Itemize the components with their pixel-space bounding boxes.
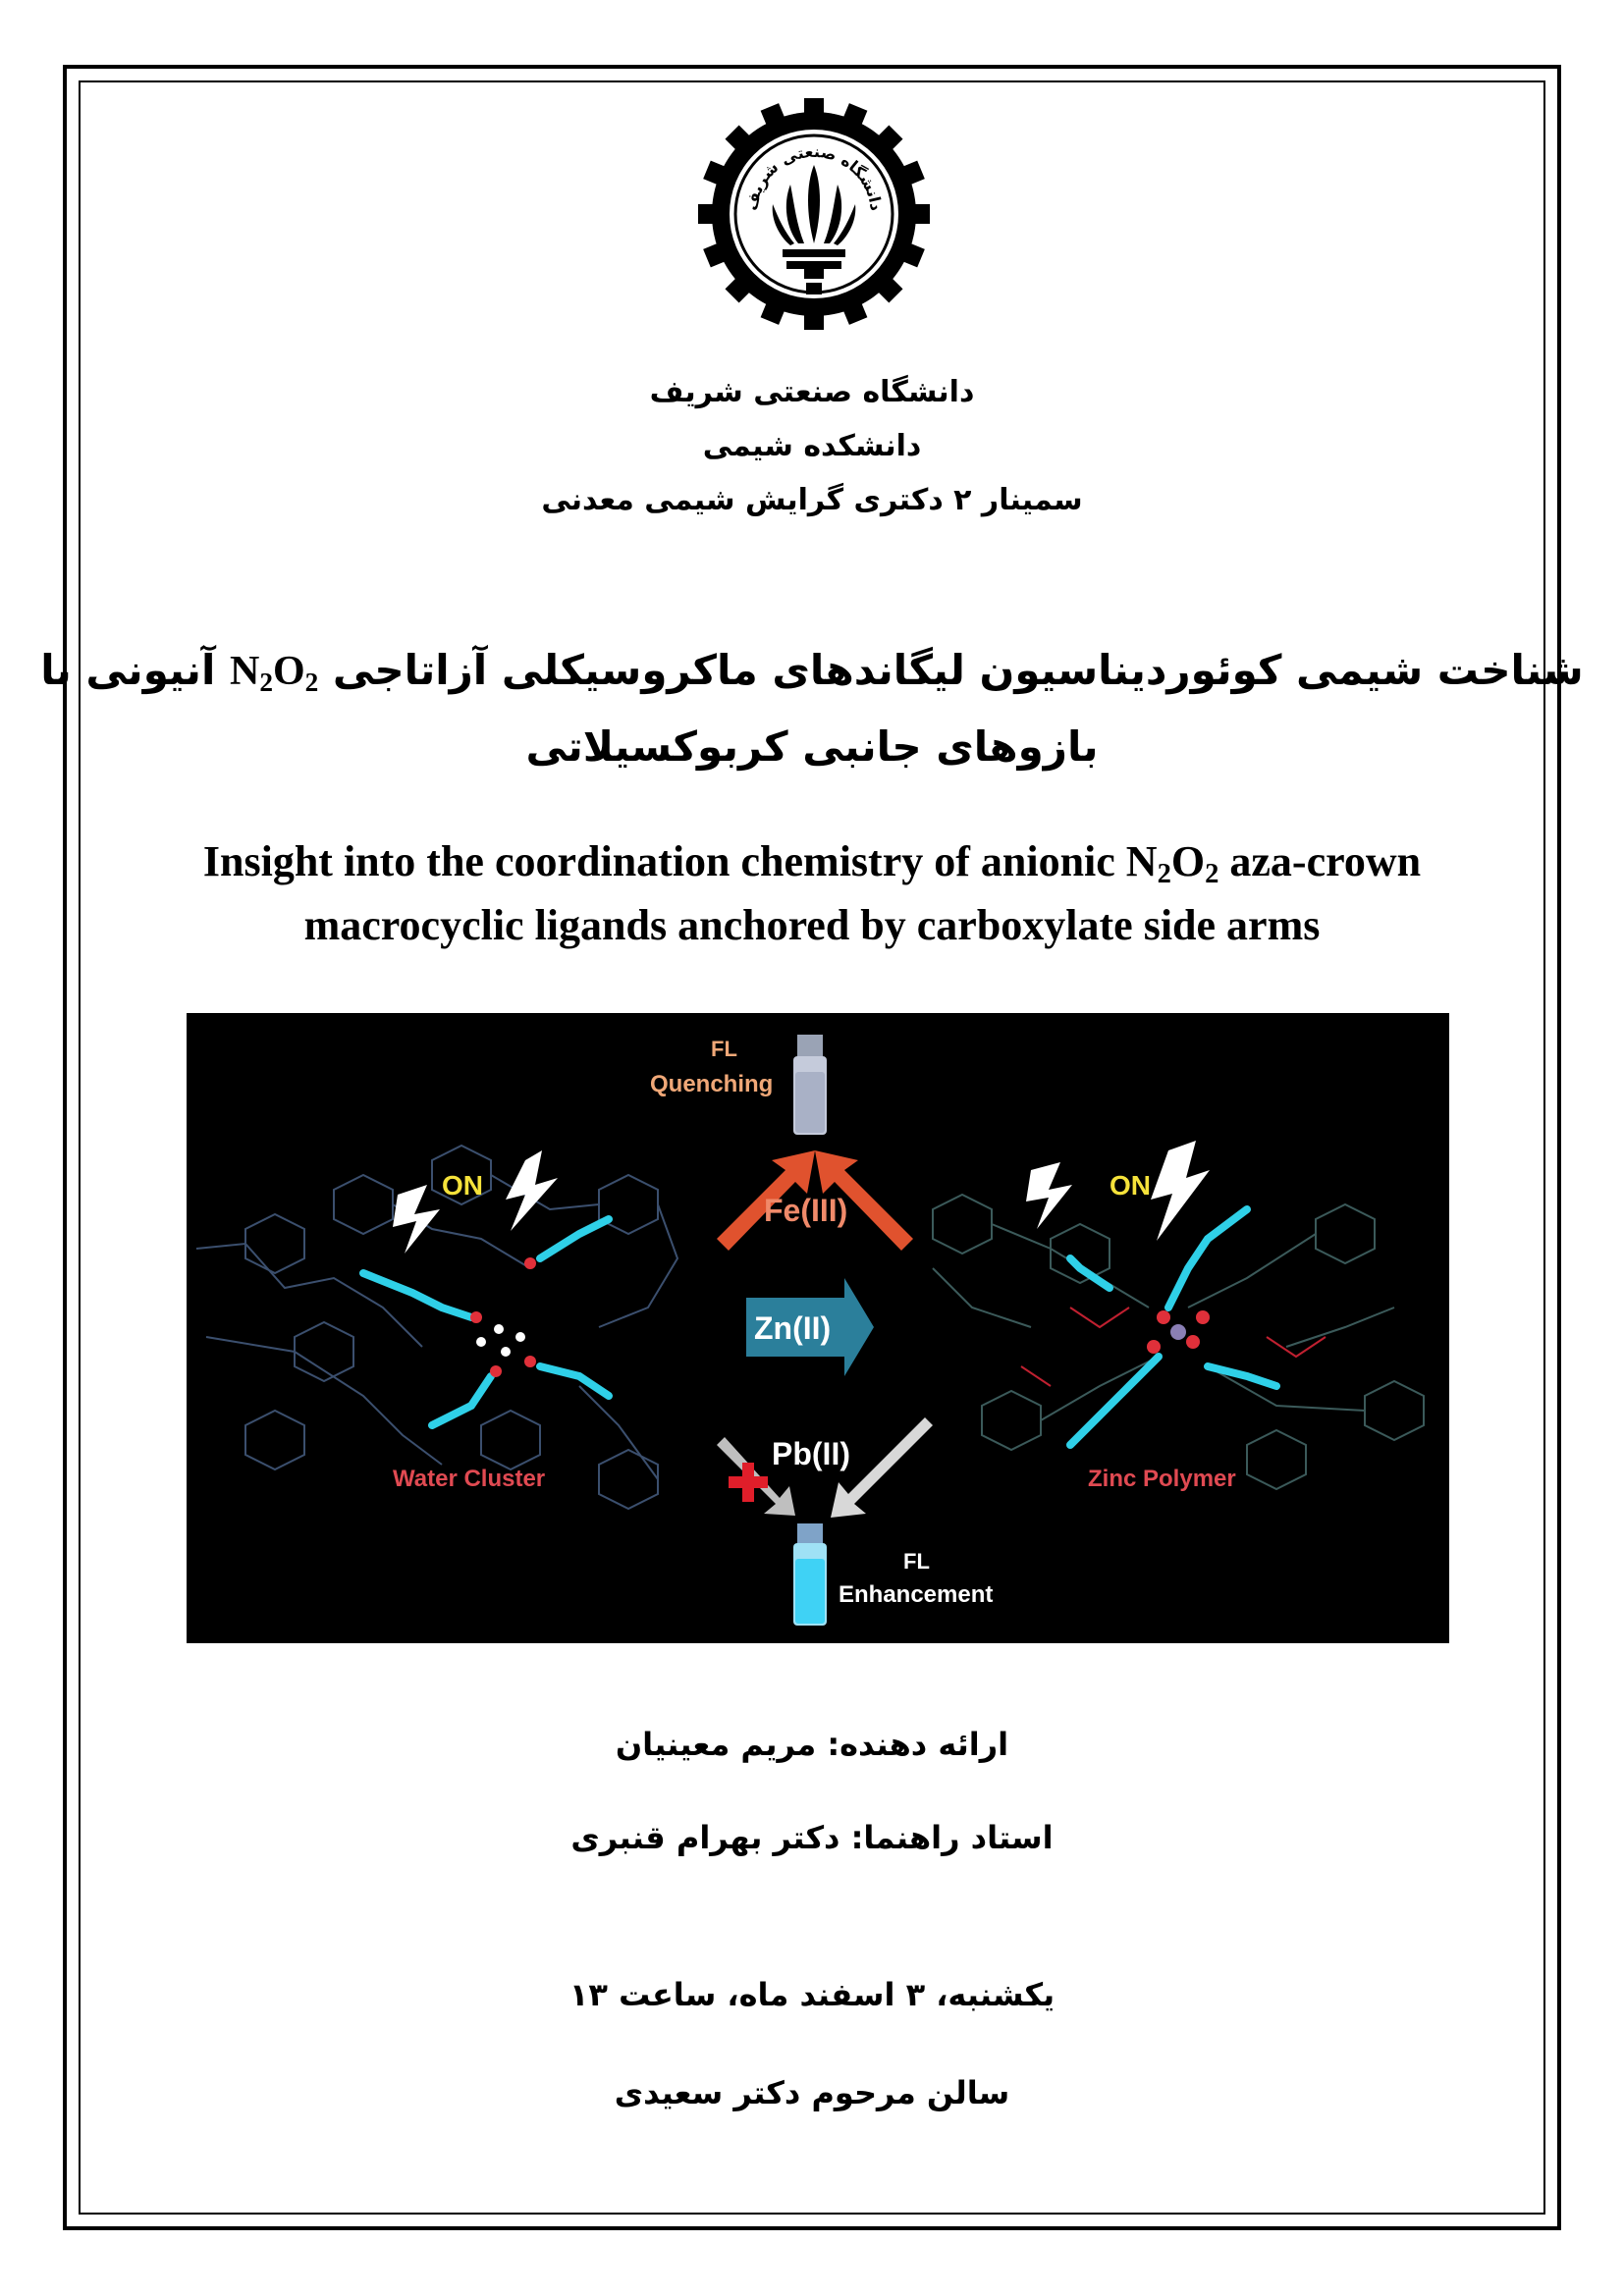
fl-label-top: FL bbox=[711, 1037, 737, 1061]
university-logo bbox=[696, 96, 932, 332]
title-english-line1: Insight into the coordination chemistry of anionic $N_2O_2$ aza-crown bbox=[202, 837, 1422, 890]
title-persian bbox=[0, 638, 1624, 779]
title-persian-line1: شناخت شیمی کوئوردیناسیون لیگاندهای ماکروسیکلی آزاتاجی $N_2O_2$ آنیونی با bbox=[40, 646, 1584, 697]
fl-label-bottom: FL bbox=[903, 1549, 930, 1574]
title-persian-line2: بازوهای جانبی کربوکسیلاتی bbox=[525, 721, 1099, 771]
pb-label: Pb(II) bbox=[772, 1436, 850, 1471]
on-label-left: ON bbox=[442, 1170, 483, 1201]
graphical-abstract bbox=[187, 1013, 1449, 1643]
water-cluster-label: Water Cluster bbox=[393, 1466, 546, 1492]
vial-bottom-icon bbox=[793, 1523, 827, 1626]
quenching-label: Quenching bbox=[650, 1071, 774, 1097]
title-english bbox=[0, 836, 1624, 951]
logo-arc-text: دانشگاه صنعتی شریف bbox=[741, 141, 886, 213]
zinc-polymer-label: Zinc Polymer bbox=[1088, 1466, 1236, 1492]
seminar-date: یکشنبه، ۳ اسفند ماه، ساعت ۱۳ bbox=[568, 1976, 1056, 2013]
advisor: استاد راهنما: دکتر بهرام قنبری bbox=[570, 1819, 1054, 1856]
presenter: ارائه دهنده: مریم معینیان bbox=[615, 1726, 1009, 1763]
fe-label: Fe(III) bbox=[764, 1193, 848, 1228]
zn-label: Zn(II) bbox=[754, 1310, 832, 1346]
seminar-label: سمینار ۲ دکتری گرایش شیمی معدنی bbox=[541, 483, 1083, 517]
on-label-right: ON bbox=[1110, 1170, 1151, 1201]
vial-top-icon bbox=[793, 1035, 827, 1135]
zinc-atom bbox=[1170, 1324, 1186, 1340]
enhancement-label: Enhancement bbox=[839, 1581, 994, 1608]
faculty-name: دانشکده شیمی bbox=[702, 429, 922, 463]
title-english-line2: macrocyclic ligands anchored by carboxylate side arms bbox=[303, 901, 1321, 950]
university-name: دانشگاه صنعتی شریف bbox=[649, 375, 975, 409]
seminar-location: سالن مرحوم دکتر سعیدی bbox=[614, 2074, 1010, 2111]
